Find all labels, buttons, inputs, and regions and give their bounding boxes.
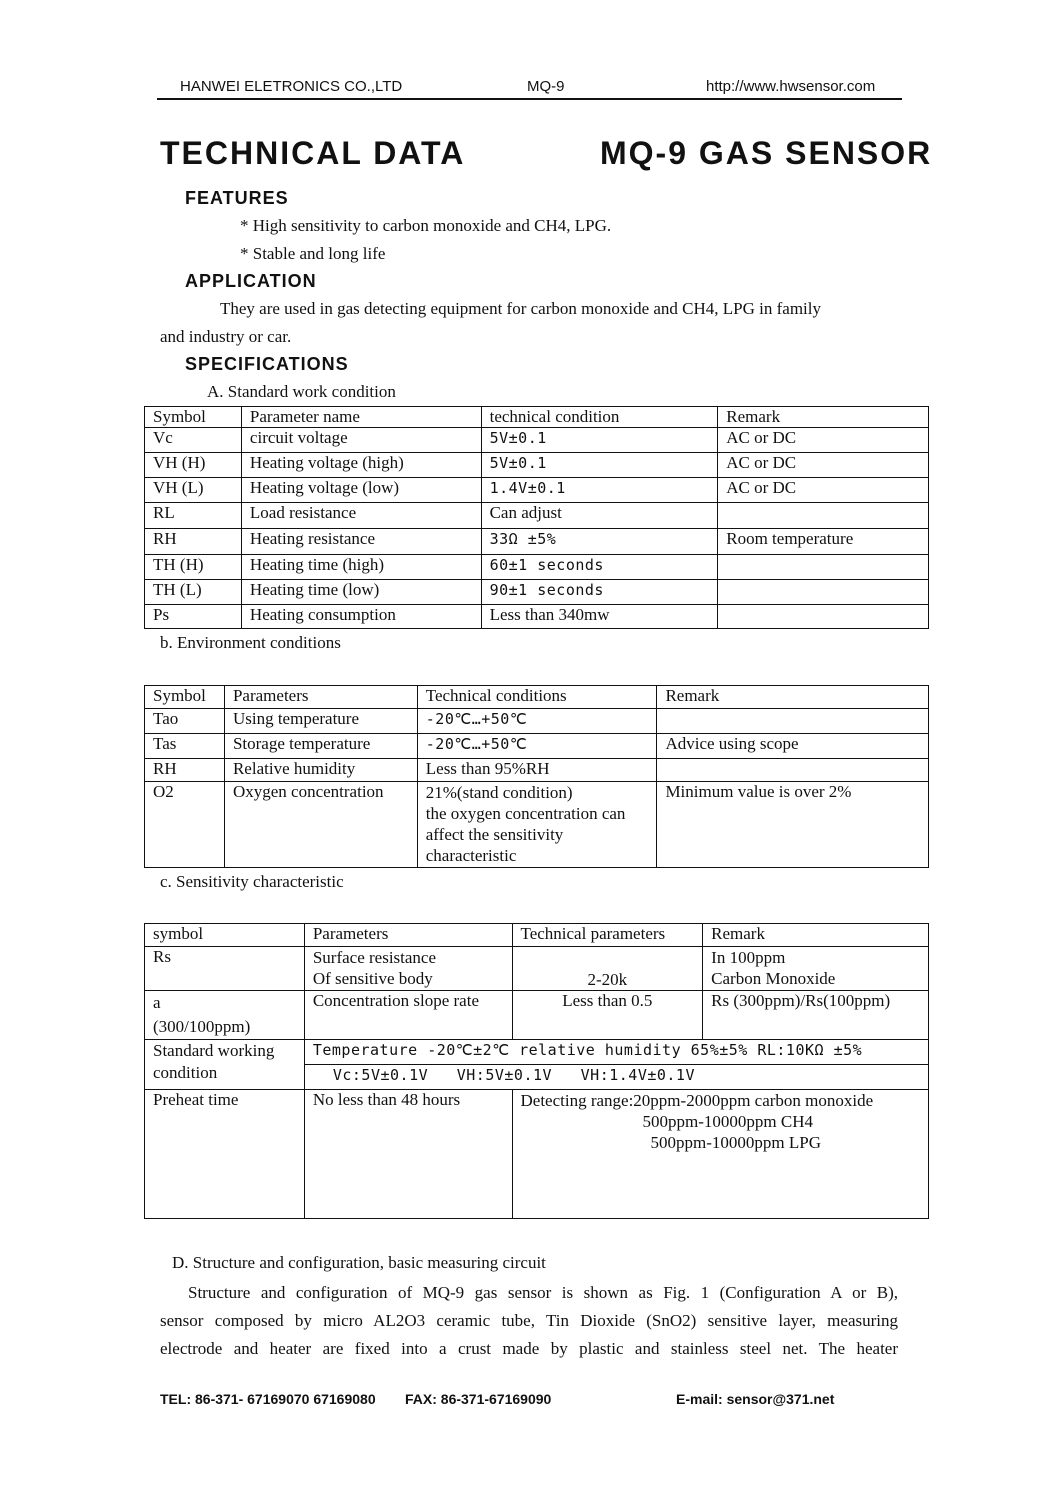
table-cell: 5V±0.1 <box>481 453 718 478</box>
detecting-range-line: 500ppm-10000ppm LPG <box>650 1133 821 1152</box>
table-cell: Relative humidity <box>224 759 417 782</box>
page-title-left: TECHNICAL DATA <box>160 135 466 171</box>
table-row <box>145 782 929 868</box>
table-cell <box>718 555 929 580</box>
table-cell: No less than 48 hours <box>304 1090 512 1219</box>
table-cell: Storage temperature <box>224 734 417 759</box>
table-header-row <box>145 686 929 709</box>
table-cell: Preheat time <box>145 1090 305 1219</box>
table-cell: 60±1 seconds <box>481 555 718 580</box>
table-cell: Oxygen concentration <box>224 782 417 868</box>
table-b-caption: b. Environment conditions <box>160 633 341 652</box>
table-header-cell: Symbol <box>145 686 225 709</box>
table-header-cell: Parameters <box>224 686 417 709</box>
table-cell: In 100ppm Carbon Monoxide <box>703 947 929 991</box>
header-model: MQ-9 <box>527 78 565 95</box>
table-header-cell: Parameters <box>304 924 512 947</box>
table-cell: Standard working condition <box>145 1040 305 1090</box>
table-cell: 5V±0.1 <box>481 428 718 453</box>
features-heading: FEATURES <box>185 188 289 208</box>
table-cell: a (300/100ppm) <box>145 991 305 1040</box>
feature-item: * Stable and long life <box>240 244 386 263</box>
table-c-caption: c. Sensitivity characteristic <box>160 872 344 891</box>
table-cell: RL <box>145 503 242 529</box>
header-rule <box>157 98 902 100</box>
application-heading: APPLICATION <box>185 271 317 291</box>
header-company: HANWEI ELETRONICS CO.,LTD <box>180 78 403 95</box>
application-text-1: They are used in gas detecting equipment for carbon monoxide and CH4, LPG in family <box>220 299 821 318</box>
table-row <box>145 947 929 991</box>
table-header-cell: Technical parameters <box>512 924 703 947</box>
table-header-cell: Parameter name <box>241 407 481 428</box>
table-cell: Minimum value is over 2% <box>657 782 929 868</box>
table-cell: Rs <box>145 947 305 991</box>
table-header-row <box>145 407 929 428</box>
table-row <box>145 478 929 503</box>
table-row <box>145 1090 929 1219</box>
table-cell: Tas <box>145 734 225 759</box>
table-header-cell: Remark <box>718 407 929 428</box>
table-cell: Using temperature <box>224 709 417 734</box>
table-cell: AC or DC <box>718 453 929 478</box>
table-cell: VH (L) <box>145 478 242 503</box>
table-cell: Vc:5V±0.1V VH:5V±0.1V VH:1.4V±0.1V <box>304 1065 928 1090</box>
table-cell: -20℃…+50℃ <box>417 734 657 759</box>
header-url[interactable]: http://www.hwsensor.com <box>706 78 876 95</box>
table-cell: Vc <box>145 428 242 453</box>
table-cell: RH <box>145 529 242 555</box>
feature-item: * High sensitivity to carbon monoxide and CH4, LPG. <box>240 216 612 235</box>
detecting-range-line: Detecting range:20ppm-2000ppm carbon monoxide <box>520 1091 874 1110</box>
table-cell: Load resistance <box>241 503 481 529</box>
page-title-right: MQ-9 GAS SENSOR <box>600 135 933 171</box>
footer-email[interactable]: E-mail: sensor@371.net <box>676 1391 835 1407</box>
table-row <box>145 453 929 478</box>
table-cell: Heating resistance <box>241 529 481 555</box>
table-cell: Less than 0.5 <box>512 991 703 1040</box>
table-row <box>145 734 929 759</box>
table-row <box>145 759 929 782</box>
table-row <box>145 991 929 1040</box>
table-cell: TH (L) <box>145 580 242 605</box>
table-cell: circuit voltage <box>241 428 481 453</box>
table-cell: Less than 95%RH <box>417 759 657 782</box>
table-cell: Heating time (high) <box>241 555 481 580</box>
footer-tel: TEL: 86-371- 67169070 67169080 <box>160 1391 376 1407</box>
table-cell: 2-20k <box>512 947 703 991</box>
table-cell: AC or DC <box>718 478 929 503</box>
table-cell: Room temperature <box>718 529 929 555</box>
table-header-cell: Remark <box>703 924 929 947</box>
table-cell: TH (H) <box>145 555 242 580</box>
table-cell: Less than 340mw <box>481 605 718 629</box>
table-header-cell: Remark <box>657 686 929 709</box>
table-row <box>145 580 929 605</box>
structure-text-1: Structure and configuration of MQ-9 gas sensor is shown as Fig. 1 (Configuration A or B), <box>188 1283 898 1302</box>
table-header-row <box>145 924 929 947</box>
table-header-cell: technical condition <box>481 407 718 428</box>
table-cell: AC or DC <box>718 428 929 453</box>
table-standard-work-condition <box>144 406 929 629</box>
table-cell: Can adjust <box>481 503 718 529</box>
specifications-heading: SPECIFICATIONS <box>185 354 349 374</box>
table-cell <box>718 580 929 605</box>
structure-heading: D. Structure and configuration, basic measuring circuit <box>172 1253 546 1272</box>
table-cell <box>512 1090 929 1219</box>
table-cell: Heating voltage (high) <box>241 453 481 478</box>
table-cell: VH (H) <box>145 453 242 478</box>
table-cell: Rs (300ppm)/Rs(100ppm) <box>703 991 929 1040</box>
application-text-2: and industry or car. <box>160 327 292 346</box>
table-cell: 33Ω ±5% <box>481 529 718 555</box>
table-cell: 21%(stand condition) the oxygen concentration can affect the sensitivity characteristic <box>417 782 657 868</box>
table-row <box>145 555 929 580</box>
table-cell: Heating time (low) <box>241 580 481 605</box>
table-cell: Ps <box>145 605 242 629</box>
table-row <box>145 529 929 555</box>
table-row <box>145 709 929 734</box>
table-a-caption: A. Standard work condition <box>207 382 396 401</box>
table-cell: Heating consumption <box>241 605 481 629</box>
table-cell: Heating voltage (low) <box>241 478 481 503</box>
table-cell: -20℃…+50℃ <box>417 709 657 734</box>
table-cell: Advice using scope <box>657 734 929 759</box>
table-cell: O2 <box>145 782 225 868</box>
table-header-cell: Technical conditions <box>417 686 657 709</box>
table-header-cell: Symbol <box>145 407 242 428</box>
table-cell: Tao <box>145 709 225 734</box>
table-row <box>145 1040 929 1065</box>
table-header-cell: symbol <box>145 924 305 947</box>
table-cell <box>718 503 929 529</box>
detecting-range-line: 500ppm-10000ppm CH4 <box>642 1112 813 1131</box>
table-cell: Concentration slope rate <box>304 991 512 1040</box>
footer-fax: FAX: 86-371-67169090 <box>405 1391 552 1407</box>
table-environment-conditions <box>144 685 929 868</box>
table-cell <box>657 709 929 734</box>
table-cell: Temperature -20℃±2℃ relative humidity 65%±5% RL:10KΩ ±5% <box>304 1040 928 1065</box>
table-row <box>145 605 929 629</box>
table-cell: Surface resistance Of sensitive body <box>304 947 512 991</box>
table-cell <box>718 605 929 629</box>
table-cell: RH <box>145 759 225 782</box>
structure-text-3: electrode and heater are fixed into a crust made by plastic and stainless steel net. The heater <box>160 1339 898 1358</box>
table-sensitivity-characteristic <box>144 923 929 1219</box>
structure-text-2: sensor composed by micro AL2O3 ceramic tube, Tin Dioxide (SnO2) sensitive layer, measuring <box>160 1311 898 1330</box>
table-cell: 90±1 seconds <box>481 580 718 605</box>
table-row <box>145 503 929 529</box>
table-row <box>145 428 929 453</box>
table-cell: 1.4V±0.1 <box>481 478 718 503</box>
table-cell <box>657 759 929 782</box>
